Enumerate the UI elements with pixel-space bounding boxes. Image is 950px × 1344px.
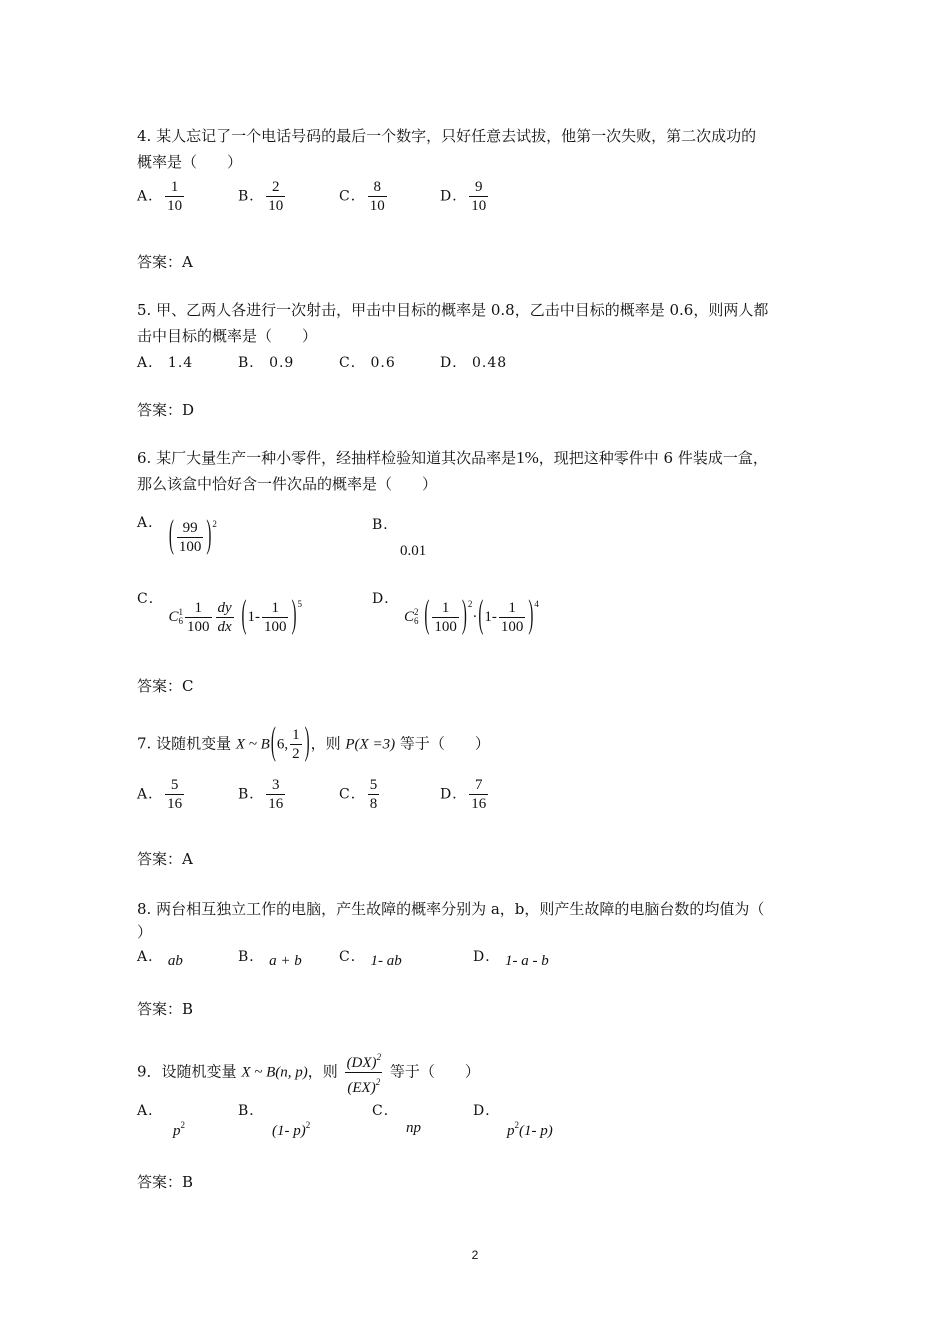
q6-option-a: A． ( $\frac{99}{100}$ )$^2$: [137, 514, 217, 557]
q4-option-c: C． $\frac{8}{10}$: [339, 179, 385, 214]
q5-option-b: B． 0.9: [238, 355, 295, 371]
q8-option-a: A． ab: [137, 949, 183, 969]
q7-option-c: C． $\frac{5}{8}$: [339, 777, 378, 812]
q6-option-d: D． C 2 6 ( $\frac{1}{100}$ )$^2$·(1- $\frac{1}{100}$ )$^4$: [372, 591, 539, 637]
q9-option-b: B． (1- p)$^2$: [238, 1103, 311, 1139]
q7-stem: 7. 设随机变量 X ~ B(6, $\frac{1}{2}$ )，则 P(X =3) 等于（ ）: [137, 722, 490, 764]
q4-option-d: D． $\frac{9}{10}$: [440, 179, 487, 214]
q7-option-d: D． $\frac{7}{16}$: [440, 777, 487, 812]
q5-stem-line2: 击中目标的概率是（ ）: [137, 327, 318, 345]
q5-answer: 答案：D: [137, 401, 195, 419]
page-number: 2: [471, 1248, 479, 1262]
q8-option-d: D． 1- a - b: [473, 949, 549, 969]
q5-option-d: D． 0.48: [440, 355, 508, 371]
q8-option-b: B． a + b: [238, 949, 302, 969]
q4-option-b: B． $\frac{2}{10}$: [238, 179, 284, 214]
q5-option-a: A． 1.4: [137, 355, 194, 371]
defect-rate: 1%: [516, 448, 539, 467]
q6-option-b: B． 0.01: [372, 517, 427, 559]
q9-option-a: A． $p^2$: [137, 1103, 185, 1139]
q4-option-a: A． $\frac{1}{10}$: [137, 179, 183, 214]
q9-stem: 9．设随机变量 X ~ B(n, p)，则 $\frac{(DX)^2}{(EX)^2}$ 等于（ ）: [137, 1052, 480, 1096]
q9-option-d: D． $p^2(1-$ p): [473, 1103, 553, 1139]
q4-answer: 答案：A: [137, 253, 193, 271]
q5-stem-line1: 5. 甲、乙两人各进行一次射击，甲击中目标的概率是 0.8，乙击中目标的概率是 0.6，则两人都: [137, 301, 769, 319]
q8-answer: 答案：B: [137, 1000, 194, 1018]
q7-option-b: B． $\frac{3}{16}$: [238, 777, 284, 812]
q6-option-c: C． C 1 6 $\frac{1}{100}$ $\frac{dy}{dx}$ (1- $\frac{1}{100}$ )$^5$: [137, 591, 302, 637]
q9-answer: 答案：B: [137, 1173, 194, 1191]
q6-stem-line1: 6. 某厂大量生产一种小零件，经抽样检验知道其次品率是1%，现把这种零件中 6 件装成一盒，: [137, 448, 768, 467]
q5-option-c: C． 0.6: [339, 355, 396, 371]
q4-stem-line1: 4. 某人忘记了一个电话号码的最后一个数字，只好任意去试拔，他第一次失败，第二次成功的: [137, 127, 757, 145]
q6-answer: 答案：C: [137, 677, 194, 695]
q9-option-c: C． np: [372, 1103, 421, 1136]
q4-stem-line2: 概率是（ ）: [137, 153, 243, 171]
q7-answer: 答案：A: [137, 850, 193, 868]
q6-stem-line2: 那么该盒中恰好含一件次品的概率是（ ）: [137, 475, 438, 493]
q8-stem-line1: 8. 两台相互独立工作的电脑，产生故障的概率分别为 a，b，则产生故障的电脑台数的均值为（: [137, 900, 765, 918]
q7-option-a: A． $\frac{5}{16}$: [137, 777, 183, 812]
q8-option-c: C． 1- ab: [339, 949, 402, 969]
q8-stem-line2: ）: [137, 923, 153, 941]
